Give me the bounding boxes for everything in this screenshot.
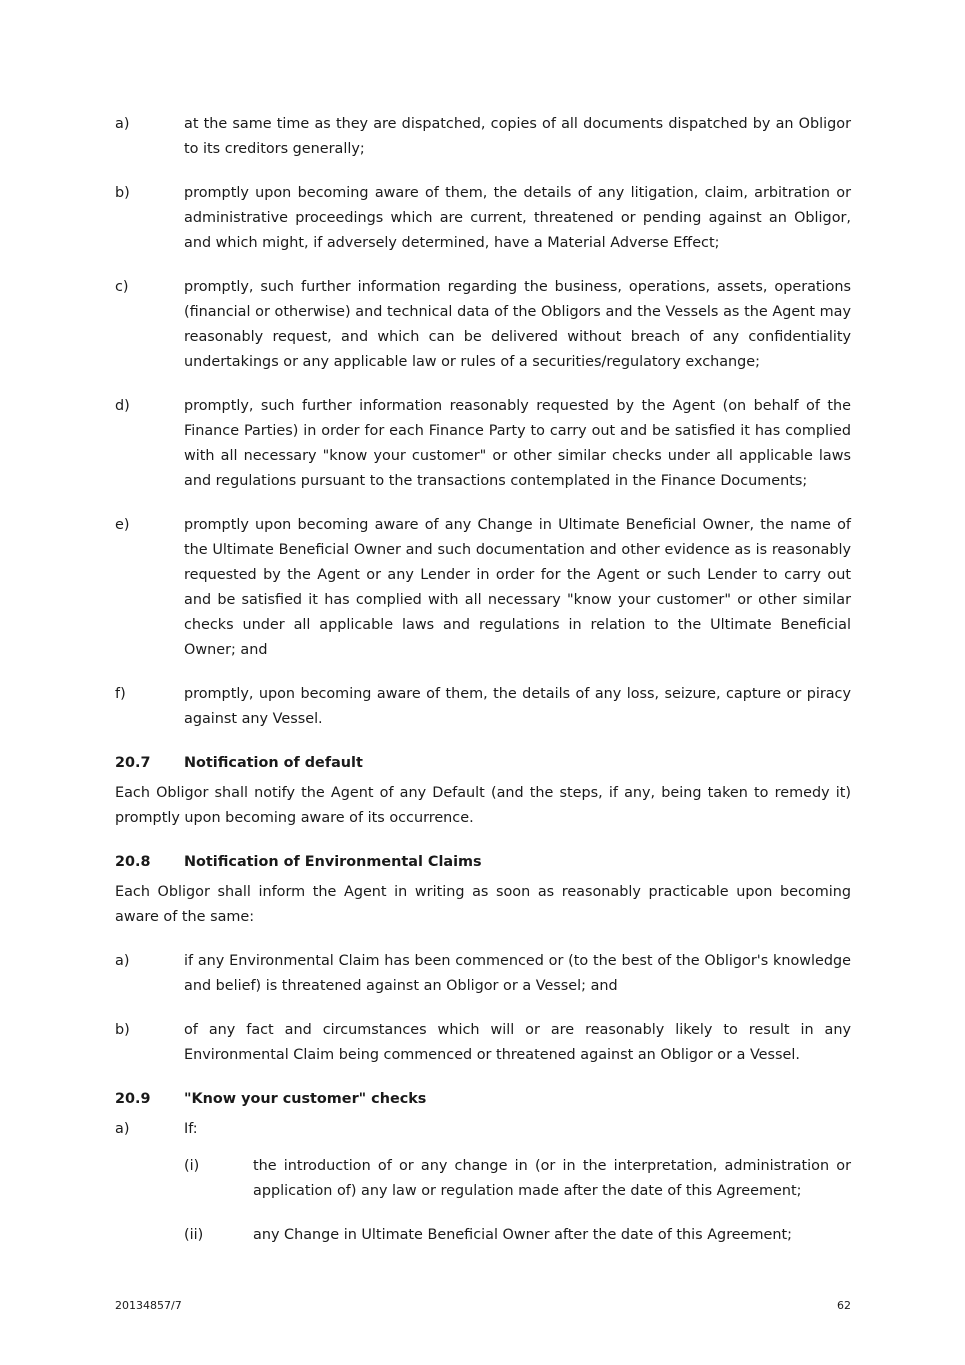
document-page — [115, 112, 851, 1267]
list-item-text: at the same time as they are dispatched, copies of all documents dispatched by an Obligor to its creditors generally; — [184, 116, 851, 157]
sub-list-item — [184, 1154, 851, 1204]
sub-list-item-label: (ii) — [184, 1227, 204, 1243]
list-item — [115, 682, 851, 732]
page-number: 62 — [837, 1299, 851, 1312]
section-number: 20.9 — [115, 1091, 151, 1107]
list-item-label: d) — [115, 398, 130, 414]
list-item-text: If: — [184, 1121, 198, 1137]
list-item — [115, 181, 851, 256]
list-item-text: promptly upon becoming aware of them, the details of any litigation, claim, arbitration or administrative proceedings which are current, threatened or pending against an Obligor, and which might, if adversely determined, have a Material Adverse Effect; — [184, 185, 851, 251]
list-item — [115, 275, 851, 375]
document-reference: 20134857/7 — [115, 1299, 182, 1312]
sub-list-item — [184, 1223, 851, 1248]
section-heading-20-9 — [115, 1087, 851, 1112]
section-heading-20-7 — [115, 751, 851, 776]
list-item — [115, 112, 851, 162]
list-item-text: promptly, such further information regarding the business, operations, assets, operations (financial or otherwise) and technical data of the Obligors and the Vessels as the Agent may reasonably request, and which can be delivered without breach of any confidentiality undertakings or any applicable law or rules of a securities/regulatory exchange; — [184, 279, 851, 370]
section-heading-20-8 — [115, 850, 851, 875]
list-item-text: of any fact and circumstances which will or are reasonably likely to result in any Environmental Claim being commenced or threatened against an Obligor or a Vessel. — [184, 1022, 851, 1063]
section-body: Each Obligor shall inform the Agent in writing as soon as reasonably practicable upon becoming aware of the same: — [115, 884, 851, 925]
section-body: Each Obligor shall notify the Agent of any Default (and the steps, if any, being taken to remedy it) promptly upon becoming aware of its occurrence. — [115, 785, 851, 826]
list-item — [115, 1117, 851, 1142]
list-item — [115, 1018, 851, 1068]
page-footer — [115, 1299, 851, 1312]
section-number: 20.7 — [115, 755, 151, 771]
list-item-label: a) — [115, 116, 130, 132]
list-item-text: promptly upon becoming aware of any Change in Ultimate Beneficial Owner, the name of the Ultimate Beneficial Owner and such documentation and other evidence as is reasonably requested by the Agent or any Lender in order for the Agent or such Lender to carry out and be satisfied it has complied with all necessary "know your customer" or other similar checks under all applicable laws and regulations in relation to the Ultimate Beneficial Owner; and — [184, 517, 851, 658]
list-item — [115, 513, 851, 663]
list-item-label: f) — [115, 686, 126, 702]
list-item-label: b) — [115, 1022, 130, 1038]
sub-list-item-text: any Change in Ultimate Beneficial Owner after the date of this Agreement; — [253, 1227, 792, 1243]
list-item-label: e) — [115, 517, 130, 533]
section-number: 20.8 — [115, 854, 151, 870]
list-item-label: b) — [115, 185, 130, 201]
list-item-label: a) — [115, 1121, 130, 1137]
sub-list-item-label: (i) — [184, 1158, 200, 1174]
list-item-text: promptly, upon becoming aware of them, the details of any loss, seizure, capture or piracy against any Vessel. — [184, 686, 851, 727]
list-item — [115, 394, 851, 494]
sub-list-item-text: the introduction of or any change in (or in the interpretation, administration or application of) any law or regulation made after the date of this Agreement; — [253, 1158, 851, 1199]
section-title: "Know your customer" checks — [184, 1091, 427, 1107]
list-item-label: c) — [115, 279, 129, 295]
section-title: Notification of default — [184, 755, 363, 771]
list-item-label: a) — [115, 953, 130, 969]
list-item — [115, 949, 851, 999]
list-item-text: promptly, such further information reasonably requested by the Agent (on behalf of the Finance Parties) in order for each Finance Party to carry out and be satisfied it has complied with all necessary "know your customer" or other similar checks under all applicable laws and regulations pursuant to the transactions contemplated in the Finance Documents; — [184, 398, 851, 489]
list-item-text: if any Environmental Claim has been commenced or (to the best of the Obligor's knowledge and belief) is threatened against an Obligor or a Vessel; and — [184, 953, 851, 994]
section-title: Notification of Environmental Claims — [184, 854, 482, 870]
